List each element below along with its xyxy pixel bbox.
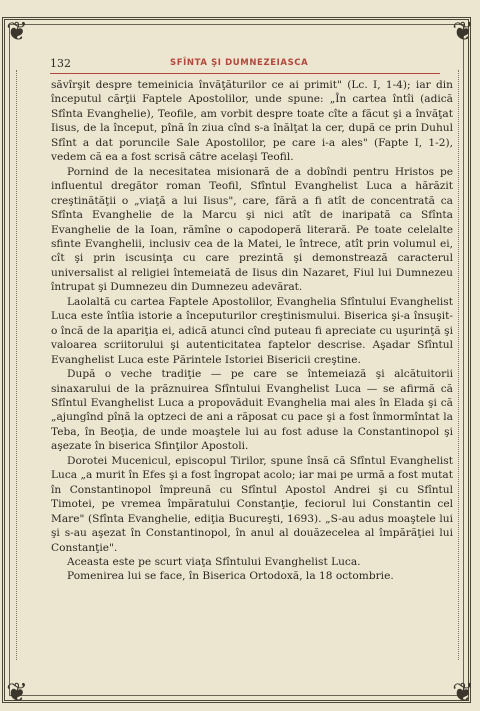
paragraph: Pomenirea lui se face, în Biserica Ortodoxă, la 18 octombrie. bbox=[67, 570, 394, 583]
paragraph: săvîrşit despre temeinicia învăţăturilor ce ai primit" (Lc. I, 1-4); iar din începutul cărţii Faptele Apostolilor, unde spune: „În cartea întîi (adică Sfînta Evanghelie), Teofile, am vorbit despre toate cîte a făcut şi a învăţat Iisus, de la început, pînă în ziua cînd s-a înălţat la cer, după ce prin Duhul Sfînt a dat poruncile Sale Apostolilor, pe care i-a ales" (Fapte I, 1-2), vedem că ea a fost scrisă către acelaşi Teofil. bbox=[51, 79, 453, 164]
corner-ornament-icon: ❦ bbox=[6, 17, 28, 47]
corner-ornament-icon: ❦ bbox=[6, 678, 28, 708]
corner-ornament-icon: ❦ bbox=[452, 17, 474, 47]
paragraph: Laolaltă cu cartea Faptele Apostolilor, Evanghelia Sfîntului Evanghelist Luca este întîia istorie a începuturilor creştinismului. Biserica şi-a însuşit-o încă de la apariţia ei, adică atunci cînd puteau fi apreciate cu uşurinţă şi valoarea scriitorului şi autenticitatea faptelor descrise. Aşadar Sfîntul Evanghelist Luca este Părintele Istoriei Bisericii creştine. bbox=[51, 295, 453, 366]
border-vine-right bbox=[458, 70, 467, 660]
page-header bbox=[50, 57, 440, 74]
page-number: 132 bbox=[50, 57, 71, 70]
running-title: SFÎNTA ŞI DUMNEZEIASCA bbox=[170, 58, 309, 68]
corner-ornament-icon: ❦ bbox=[452, 678, 474, 708]
border-vine-left bbox=[16, 70, 25, 660]
paragraph: Pornind de la necesitatea misionară de a dobîndi pentru Hristos pe influentul dregător roman Teofil, Sfîntul Evanghelist Luca a hărăzit creştinătăţii o „viaţă a lui Iisus", care, fără a fi atît de concentrată ca Sfînta Evanghelie de la Marcu şi nici atît de inaripată ca Sfînta Evanghelie de la Ioan, rămîne o capodoperă literară. Pe toate celelalte sfinte Evanghelii, inclusiv cea de la Matei, le întrece, atît prin volumul ei, cît şi prin iscusinţa cu care prezintă şi demonstrează caracterul universalist al religiei întemeiată de Iisus din Nazaret, Fiul lui Dumnezeu întrupat şi Dumnezeu din Dumnezeu adevărat. bbox=[51, 165, 453, 294]
paragraph: Aceasta este pe scurt viaţa Sfîntului Evanghelist Luca. bbox=[67, 555, 361, 568]
body-text bbox=[51, 78, 453, 584]
paragraph: După o veche tradiţie — pe care se întemeiază şi alcătuitorii sinaxarului de la prăznuirea Sfîntului Evanghelist Luca — se afirmă că Sfîntul Evanghelist Luca a propovăduit Evanghelia mai ales în Elada şi că „ajungînd pînă la optzeci de ani a răposat cu pace şi a fost înmormîntat la Teba, în Beoţia, de unde moaştele lui au fost aduse la Constantinopol şi aşezate în biserica Sfinţilor Apostoli. bbox=[51, 368, 453, 453]
paragraph: Dorotei Mucenicul, episcopul Tirilor, spune însă că Sfîntul Evanghelist Luca „a murit în Efes şi a fost îngropat acolo; iar mai pe urmă a fost mutat în Constantinopol împreună cu Sfîntul Apostol Andrei şi cu Sfîntul Timotei, pe vremea împăratului Constanţie, feciorul lui Constantin cel Mare" (Sfînta Evanghelie, ediţia Bucureşti, 1693). „S-au adus moaştele lui şi s-au aşezat în Constantinopol, în anul al douăzecelea al împărăţiei lui Constanţie". bbox=[51, 454, 453, 554]
